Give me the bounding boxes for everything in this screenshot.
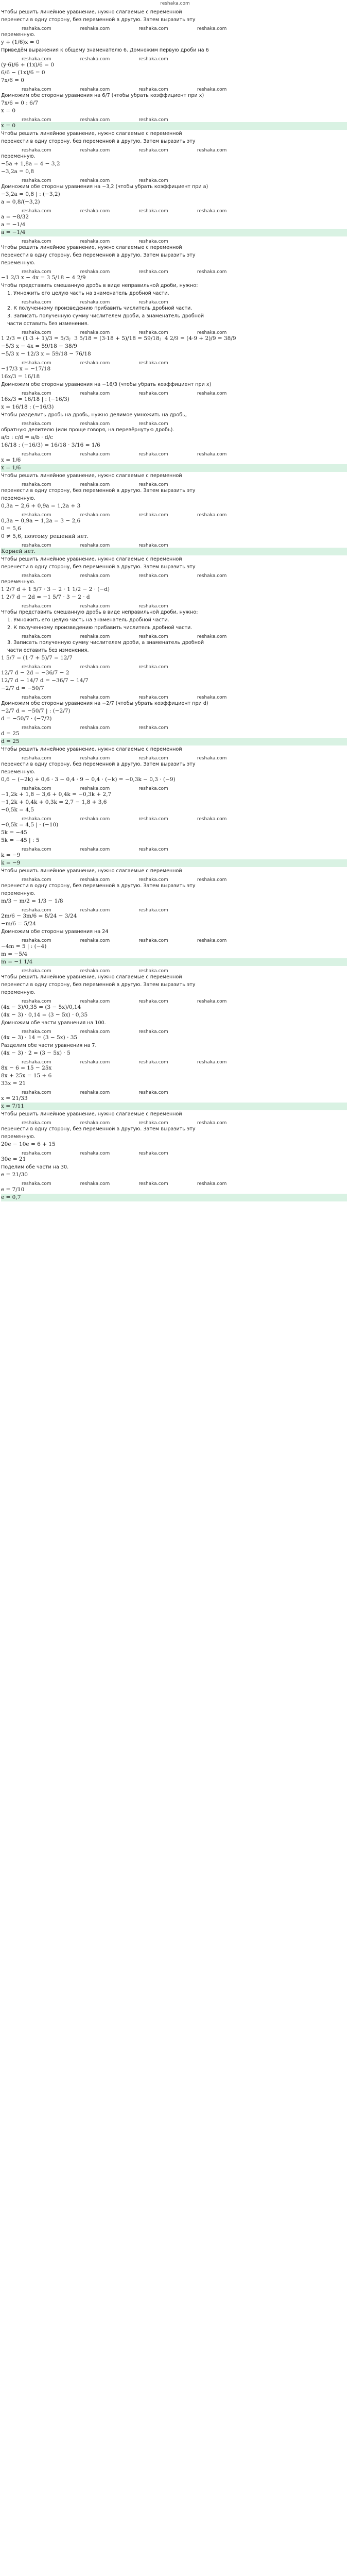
text-line: Чтобы решить линейное уравнение, нужно слагаемые с переменной <box>1 747 182 752</box>
watermark-row <box>1 297 347 304</box>
watermark-text: reshaka.com <box>197 330 227 335</box>
watermark-text: reshaka.com <box>22 725 51 730</box>
watermark-text: reshaka.com <box>22 26 51 31</box>
equation-line: m = −5/4 <box>1 951 28 957</box>
watermark-row <box>1 328 347 335</box>
watermark-row <box>1 1179 347 1186</box>
watermark-text: reshaka.com <box>80 178 110 183</box>
watermark-text: reshaka.com <box>22 786 51 791</box>
watermark-text: reshaka.com <box>138 756 168 760</box>
watermark-text: reshaka.com <box>80 1151 110 1156</box>
watermark-text: reshaka.com <box>22 877 51 882</box>
watermark-text: reshaka.com <box>80 452 110 456</box>
watermark-text: reshaka.com <box>80 148 110 152</box>
watermark-text: reshaka.com <box>22 178 51 183</box>
watermark-text: reshaka.com <box>197 1181 227 1186</box>
text-line: перенести в одну сторону, без переменной в другую. Затем выразить эту <box>1 139 196 144</box>
watermark-text: reshaka.com <box>138 665 168 669</box>
equation-line: 7x/6 = 0 : 6/7 <box>1 100 39 106</box>
text-line: переменную. <box>1 990 36 995</box>
text-line: перенести в одну сторону, без переменной в другую. Затем выразить эту <box>1 17 196 23</box>
watermark-text: reshaka.com <box>138 604 168 608</box>
text-line: Чтобы решить линейное уравнение, нужно слагаемые с переменной <box>1 974 182 980</box>
text-line: Домножим обе стороны уравнения на 6/7 (чтобы убрать коэффициент при x) <box>1 93 204 98</box>
equation-line: −0,5k = 4,5 <box>1 807 34 813</box>
watermark-text: reshaka.com <box>80 361 110 365</box>
watermark-row <box>1 632 347 639</box>
watermark-text: reshaka.com <box>80 482 110 487</box>
watermark-text: reshaka.com <box>197 999 227 1004</box>
equation-line: 1 2/7 d − 2d = −1 5/7 · 3 − 2 · d <box>1 594 90 600</box>
text-line: Чтобы решить линейное уравнение, нужно слагаемые с переменной <box>1 556 182 562</box>
equation-line: (4x − 3) · 14 = (3 − 5x) · 35 <box>1 1035 78 1041</box>
watermark-text: reshaka.com <box>80 117 110 122</box>
watermark-row <box>1 875 347 882</box>
watermark-text: reshaka.com <box>22 969 51 973</box>
watermark-text: reshaka.com <box>80 269 110 274</box>
text-line: Чтобы решить линейное уравнение, нужно слагаемые с переменной <box>1 131 182 137</box>
text-line: части оставить без изменения. <box>7 648 89 653</box>
watermark-row <box>1 723 347 730</box>
site-header[interactable]: reshaka.com <box>160 1 190 6</box>
equation-line: −3,2a = 0,8 | : (−3,2) <box>1 191 60 197</box>
text-line: Чтобы решить линейное уравнение, нужно слагаемые с переменной <box>1 9 182 15</box>
watermark-text: reshaka.com <box>80 877 110 882</box>
equation-line: 7x/6 = 0 <box>1 77 24 83</box>
equation-line: 5k = −45 | : 5 <box>1 837 40 843</box>
watermark-text: reshaka.com <box>80 391 110 396</box>
equation-line: 33x = 21 <box>1 1080 26 1087</box>
watermark-row <box>1 936 347 943</box>
watermark-text: reshaka.com <box>138 817 168 821</box>
watermark-text: reshaka.com <box>138 148 168 152</box>
watermark-text: reshaka.com <box>197 938 227 943</box>
text-line: Поделим обе части на 30. <box>1 1164 69 1170</box>
watermark-row <box>1 844 347 852</box>
watermark-text: reshaka.com <box>138 786 168 791</box>
watermark-row <box>1 358 347 365</box>
watermark-text: reshaka.com <box>197 634 227 639</box>
watermark-text: reshaka.com <box>80 847 110 852</box>
watermark-text: reshaka.com <box>197 1060 227 1064</box>
equation-line: (y·6)/6 + (1x)/6 = 0 <box>1 62 55 68</box>
equation-line: 0,3a − 0,9a − 1,2a = 3 − 2,6 <box>1 518 81 524</box>
text-line: Домножим обе стороны уравнения на 24 <box>1 929 109 935</box>
equation-line: a/b : c/d = a/b · d/c <box>1 434 54 440</box>
text-line: перенести в одну сторону, без переменной в другую. Затем выразить эту <box>1 761 196 767</box>
watermark-text: reshaka.com <box>197 148 227 152</box>
watermark-text: reshaka.com <box>138 361 168 365</box>
watermark-row <box>1 1088 347 1095</box>
text-line: 1. Умножить его целую часть на знаменатель дробной части. <box>7 617 169 623</box>
equation-line: 0 = 5,6 <box>1 526 21 532</box>
equation-line: x = 1/6 <box>1 457 21 463</box>
equation-line: 0,6 − (−2k) + 0,6 · 3 − 0,4 · 9 − 0,4 · (−k) = −0,3k − 0,3 · (−9) <box>1 776 176 783</box>
watermark-text: reshaka.com <box>22 756 51 760</box>
watermark-row <box>1 662 347 669</box>
watermark-row <box>1 1118 347 1125</box>
watermark-text: reshaka.com <box>138 573 168 578</box>
watermark-text: reshaka.com <box>138 847 168 852</box>
watermark-text: reshaka.com <box>138 908 168 912</box>
watermark-row <box>1 753 347 760</box>
text-line: Домножим обе стороны уравнения на −3,2 (чтобы убрать коэффициент при a) <box>1 184 208 190</box>
answer-line: a = −1/4 <box>1 229 347 236</box>
watermark-row <box>1 388 347 396</box>
watermark-text: reshaka.com <box>197 877 227 882</box>
text-line: Разделим обе части уравнения на 7. <box>1 1043 97 1048</box>
watermark-text: reshaka.com <box>22 938 51 943</box>
text-line: перенести в одну сторону, без переменной в другую. Затем выразить эту <box>1 488 196 494</box>
watermark-text: reshaka.com <box>197 26 227 31</box>
text-line: переменную. <box>1 154 36 159</box>
watermark-text: reshaka.com <box>138 1090 168 1095</box>
watermark-text: reshaka.com <box>22 452 51 456</box>
text-line: перенести в одну сторону, без переменной в другую. Затем выразить эту <box>1 883 196 889</box>
equation-line: −1,2k + 0,4k + 0,3k = 2,7 − 1,8 + 3,6 <box>1 799 107 805</box>
equation-line: x = 16/18 : (−16/3) <box>1 404 54 410</box>
watermark-text: reshaka.com <box>80 57 110 61</box>
watermark-text: reshaka.com <box>80 1060 110 1064</box>
watermark-row <box>1 206 347 213</box>
watermark-text: reshaka.com <box>80 786 110 791</box>
watermark-text: reshaka.com <box>138 330 168 335</box>
text-line: 2. К полученному произведению прибавить числитель дробной части. <box>7 306 192 311</box>
equation-line: 30e = 21 <box>1 1156 26 1162</box>
text-line: переменную. <box>1 260 36 266</box>
watermark-text: reshaka.com <box>22 604 51 608</box>
watermark-text: reshaka.com <box>138 1121 168 1125</box>
watermark-text: reshaka.com <box>138 300 168 304</box>
watermark-row <box>1 1027 347 1034</box>
watermark-text: reshaka.com <box>138 57 168 61</box>
watermark-row <box>1 449 347 456</box>
text-line: 3. Записать полученную сумму числителем дроби, а знаменатель дробной <box>7 313 204 319</box>
watermark-row <box>1 24 347 31</box>
watermark-row <box>1 236 347 244</box>
watermark-row <box>1 480 347 487</box>
equation-line: 6/6 − (1x)/6 = 0 <box>1 70 45 76</box>
equation-line: a = −1/4 <box>1 222 26 228</box>
watermark-row <box>1 145 347 152</box>
answer-line: k = −9 <box>1 859 347 867</box>
watermark-text: reshaka.com <box>22 695 51 700</box>
equation-line: 1 2/3 = (1·3 + 1)/3 = 5/3; 3 5/18 = (3·18 + 5)/18 = 59/18; 4 2/9 = (4·9 + 2)/9 = 38/9 <box>1 335 236 342</box>
watermark-text: reshaka.com <box>197 452 227 456</box>
equation-line: −0,5k = 4,5 | · (−10) <box>1 822 59 828</box>
watermark-text: reshaka.com <box>22 1151 51 1156</box>
watermark-text: reshaka.com <box>80 1181 110 1186</box>
text-line: Домножим обе части уравнения на 100. <box>1 1020 106 1026</box>
text-line: Чтобы решить линейное уравнение, нужно слагаемые с переменной <box>1 1111 182 1117</box>
watermark-text: reshaka.com <box>138 1181 168 1186</box>
watermark-text: reshaka.com <box>80 969 110 973</box>
text-line: Чтобы разделить дробь на дробь, нужно делимое умножить на дробь, <box>1 412 187 418</box>
watermark-text: reshaka.com <box>80 209 110 213</box>
text-line: переменную. <box>1 769 36 775</box>
equation-line: −5/3 x − 4x = 59/18 − 38/9 <box>1 343 77 349</box>
equation-line: 16/18 : (−16/3) = 16/18 · 3/16 = 1/6 <box>1 442 100 448</box>
watermark-text: reshaka.com <box>22 421 51 426</box>
watermark-text: reshaka.com <box>138 634 168 639</box>
equation-line: 0,3a − 2,6 + 0,9a = 1,2a + 3 <box>1 503 81 509</box>
text-line: перенести в одну сторону, без переменной в другую. Затем выразить эту <box>1 982 196 988</box>
watermark-row <box>1 115 347 122</box>
watermark-text: reshaka.com <box>22 239 51 244</box>
text-line: Приведём выражения к общему знаменателю 6. Домножим первую дроби на 6 <box>1 47 209 53</box>
watermark-text: reshaka.com <box>138 209 168 213</box>
watermark-text: reshaka.com <box>22 543 51 548</box>
watermark-text: reshaka.com <box>80 239 110 244</box>
watermark-text: reshaka.com <box>80 87 110 92</box>
watermark-text: reshaka.com <box>138 1151 168 1156</box>
text-line: переменную. <box>1 496 36 501</box>
text-line: 2. К полученному произведению прибавить числитель дробной части. <box>7 625 192 631</box>
equation-line: −2/7 d = −50/7 <box>1 685 44 691</box>
equation-line: (4x − 3)/0,35 = (3 − 5x)/0,14 <box>1 1004 81 1010</box>
text-line: перенести в одну сторону, без переменной в другую. Затем выразить эту <box>1 564 196 570</box>
text-line: переменную. <box>1 32 36 38</box>
text-line: переменную. <box>1 1134 36 1140</box>
watermark-text: reshaka.com <box>22 57 51 61</box>
watermark-text: reshaka.com <box>22 269 51 274</box>
watermark-row <box>1 571 347 578</box>
watermark-text: reshaka.com <box>138 178 168 183</box>
watermark-text: reshaka.com <box>197 269 227 274</box>
watermark-text: reshaka.com <box>80 1029 110 1034</box>
watermark-text: reshaka.com <box>138 725 168 730</box>
watermark-row <box>1 692 347 700</box>
watermark-text: reshaka.com <box>80 665 110 669</box>
watermark-text: reshaka.com <box>138 117 168 122</box>
equation-line: a = 0,8/(−3,2) <box>1 199 40 205</box>
watermark-row <box>1 966 347 973</box>
equation-line: −m/6 = 5/24 <box>1 921 37 927</box>
watermark-text: reshaka.com <box>80 938 110 943</box>
equation-line: −4m = 5 | : (−4) <box>1 943 47 950</box>
equation-line: x = 21/33 <box>1 1095 28 1101</box>
text-line: части оставить без изменения. <box>7 321 89 327</box>
watermark-row <box>1 510 347 517</box>
watermark-text: reshaka.com <box>22 634 51 639</box>
watermark-text: reshaka.com <box>80 908 110 912</box>
watermark-row <box>1 540 347 548</box>
watermark-text: reshaka.com <box>80 421 110 426</box>
text-line: 1. Умножить его целую часть на знаменатель дробной части. <box>7 291 169 296</box>
watermark-text: reshaka.com <box>22 573 51 578</box>
watermark-text: reshaka.com <box>197 817 227 821</box>
watermark-text: reshaka.com <box>138 969 168 973</box>
equation-line: 20e − 10e = 6 + 15 <box>1 1141 56 1147</box>
watermark-text: reshaka.com <box>22 1029 51 1034</box>
watermark-text: reshaka.com <box>80 1090 110 1095</box>
watermark-text: reshaka.com <box>197 87 227 92</box>
equation-line: (4x − 3) · 0,14 = (3 − 5x) · 0,35 <box>1 1012 88 1018</box>
watermark-text: reshaka.com <box>138 543 168 548</box>
text-line: обратную делителю (или проще говоря, на перевёрнутую дробь). <box>1 427 174 433</box>
equation-line: m/3 − m/2 = 1/3 − 1/8 <box>1 898 63 904</box>
watermark-row <box>1 905 347 912</box>
watermark-text: reshaka.com <box>197 1121 227 1125</box>
text-line: перенести в одну сторону, без переменной в другую. Затем выразить эту <box>1 252 196 258</box>
equation-line: 8x − 6 = 15 − 25x <box>1 1065 52 1071</box>
equation-line: a = −8/32 <box>1 214 29 220</box>
watermark-text: reshaka.com <box>22 847 51 852</box>
watermark-row <box>1 601 347 608</box>
watermark-row <box>1 267 347 274</box>
answer-line: d = 25 <box>1 738 347 745</box>
watermark-text: reshaka.com <box>138 452 168 456</box>
equation-line: −17/3 x = −17/18 <box>1 366 51 372</box>
watermark-text: reshaka.com <box>138 421 168 426</box>
equation-line: 16x/3 = 16/18 | : (−16/3) <box>1 396 69 402</box>
equation-line: 12/7 d − 14/7 d = −36/7 − 14/7 <box>1 677 89 684</box>
watermark-text: reshaka.com <box>80 543 110 548</box>
equation-line: −3,2a = 0,8 <box>1 168 34 175</box>
watermark-text: reshaka.com <box>22 513 51 517</box>
watermark-text: reshaka.com <box>22 148 51 152</box>
watermark-text: reshaka.com <box>22 330 51 335</box>
watermark-text: reshaka.com <box>138 1060 168 1064</box>
watermark-text: reshaka.com <box>138 1029 168 1034</box>
equation-line: 1 2/7 d + 1 5/7 · 3 − 2 · 1 1/2 − 2 · (−d) <box>1 586 110 592</box>
text-line: переменную. <box>1 579 36 585</box>
text-line: 3. Записать полученную сумму числителем дроби, а знаменатель дробной <box>7 640 204 646</box>
answer-line: m = −1 1/4 <box>1 958 347 966</box>
watermark-text: reshaka.com <box>138 239 168 244</box>
watermark-text: reshaka.com <box>80 330 110 335</box>
watermark-row <box>1 784 347 791</box>
watermark-text: reshaka.com <box>22 1090 51 1095</box>
answer-line: x = 0 <box>1 122 347 130</box>
watermark-text: reshaka.com <box>197 695 227 700</box>
watermark-text: reshaka.com <box>138 26 168 31</box>
watermark-row <box>1 1148 347 1156</box>
watermark-text: reshaka.com <box>80 725 110 730</box>
watermark-text: reshaka.com <box>138 482 168 487</box>
watermark-text: reshaka.com <box>22 300 51 304</box>
watermark-text: reshaka.com <box>80 513 110 517</box>
watermark-row <box>1 419 347 426</box>
text-line: Чтобы решить линейное уравнение, нужно слагаемые с переменной <box>1 473 182 479</box>
watermark-text: reshaka.com <box>197 513 227 517</box>
watermark-text: reshaka.com <box>197 756 227 760</box>
answer-line: Корней нет. <box>1 548 347 555</box>
equation-line: d = 25 <box>1 731 20 737</box>
watermark-text: reshaka.com <box>138 695 168 700</box>
equation-line: k = −9 <box>1 852 21 858</box>
watermark-row <box>1 1057 347 1064</box>
watermark-text: reshaka.com <box>80 1121 110 1125</box>
watermark-text: reshaka.com <box>197 209 227 213</box>
watermark-text: reshaka.com <box>22 1181 51 1186</box>
equation-line: −1,2k + 1,8 − 3,6 + 0,4k = −0,3k + 2,7 <box>1 791 112 798</box>
watermark-text: reshaka.com <box>138 938 168 943</box>
watermark-text: reshaka.com <box>138 87 168 92</box>
watermark-text: reshaka.com <box>80 604 110 608</box>
text-line: Чтобы решить линейное уравнение, нужно слагаемые с переменной <box>1 868 182 874</box>
watermark-row <box>1 54 347 61</box>
equation-line: e = 21/30 <box>1 1172 28 1178</box>
watermark-text: reshaka.com <box>22 665 51 669</box>
watermark-text: reshaka.com <box>138 513 168 517</box>
watermark-text: reshaka.com <box>80 756 110 760</box>
text-line: Чтобы представить смешанную дробь в виде неправильной дроби, нужно: <box>1 609 198 615</box>
answer-line: x = 1/6 <box>1 464 347 472</box>
equation-line: −5a + 1,8a = 4 − 3,2 <box>1 161 60 167</box>
watermark-row <box>1 176 347 183</box>
equation-line: 16x/3 = 16/18 <box>1 374 40 380</box>
equation-line: −1 2/3 x − 4x = 3 5/18 − 4 2/9 <box>1 275 86 281</box>
solution-content <box>1 8 347 1201</box>
equation-line: d = −50/7 · (−7/2) <box>1 716 52 722</box>
text-line: Домножим обе стороны уравнения на −16/3 (чтобы убрать коэффициент при x) <box>1 382 212 387</box>
equation-line: 2m/6 − 3m/6 = 8/24 − 3/24 <box>1 913 77 919</box>
text-line: Домножим обе стороны уравнения на −2/7 (чтобы убрать коэффициент при d) <box>1 701 208 706</box>
equation-line: 5k = −45 <box>1 829 27 836</box>
watermark-text: reshaka.com <box>22 391 51 396</box>
text-line: перенести в одну сторону, без переменной в другую. Затем выразить эту <box>1 1126 196 1132</box>
equation-line: (4x − 3) · 2 = (3 − 5x) · 5 <box>1 1050 71 1056</box>
equation-line: y + (1/6)x = 0 <box>1 39 40 45</box>
text-line: переменную. <box>1 891 36 896</box>
watermark-text: reshaka.com <box>80 573 110 578</box>
equation-line: 12/7 d − 2d = −36/7 − 2 <box>1 670 69 676</box>
watermark-text: reshaka.com <box>80 695 110 700</box>
watermark-text: reshaka.com <box>138 877 168 882</box>
watermark-text: reshaka.com <box>22 999 51 1004</box>
equation-line: −5/3 x − 12/3 x = 59/18 − 76/18 <box>1 351 91 357</box>
watermark-text: reshaka.com <box>197 391 227 396</box>
answer-line: e = 0,7 <box>1 1194 347 1201</box>
text-line: Чтобы представить смешанную дробь в виде неправильной дроби, нужно: <box>1 283 198 289</box>
watermark-text: reshaka.com <box>22 361 51 365</box>
watermark-text: reshaka.com <box>80 26 110 31</box>
watermark-text: reshaka.com <box>197 573 227 578</box>
equation-line: −2/7 d = −50/7 | : (−2/7) <box>1 708 71 714</box>
equation-line: e = 7/10 <box>1 1187 25 1193</box>
answer-line: x = 7/11 <box>1 1103 347 1110</box>
watermark-text: reshaka.com <box>138 391 168 396</box>
watermark-text: reshaka.com <box>22 908 51 912</box>
watermark-text: reshaka.com <box>22 117 51 122</box>
watermark-text: reshaka.com <box>138 999 168 1004</box>
watermark-text: reshaka.com <box>22 87 51 92</box>
watermark-text: reshaka.com <box>80 999 110 1004</box>
watermark-text: reshaka.com <box>22 1060 51 1064</box>
watermark-row <box>1 996 347 1004</box>
watermark-text: reshaka.com <box>22 1121 51 1125</box>
watermark-text: reshaka.com <box>80 817 110 821</box>
watermark-text: reshaka.com <box>22 209 51 213</box>
watermark-row <box>1 84 347 92</box>
watermark-text: reshaka.com <box>80 634 110 639</box>
equation-line: 0 ≠ 5,6, поэтому решений нет. <box>1 533 89 539</box>
watermark-text: reshaka.com <box>22 817 51 821</box>
equation-line: x = 0 <box>1 108 16 114</box>
watermark-text: reshaka.com <box>80 300 110 304</box>
equation-line: 1 5/7 = (1·7 + 5)/7 = 12/7 <box>1 655 73 661</box>
watermark-row <box>1 814 347 821</box>
watermark-text: reshaka.com <box>22 482 51 487</box>
watermark-text: reshaka.com <box>138 269 168 274</box>
text-line: Чтобы решить линейное уравнение, нужно слагаемые с переменной <box>1 245 182 250</box>
equation-line: 8x + 25x = 15 + 6 <box>1 1073 52 1079</box>
